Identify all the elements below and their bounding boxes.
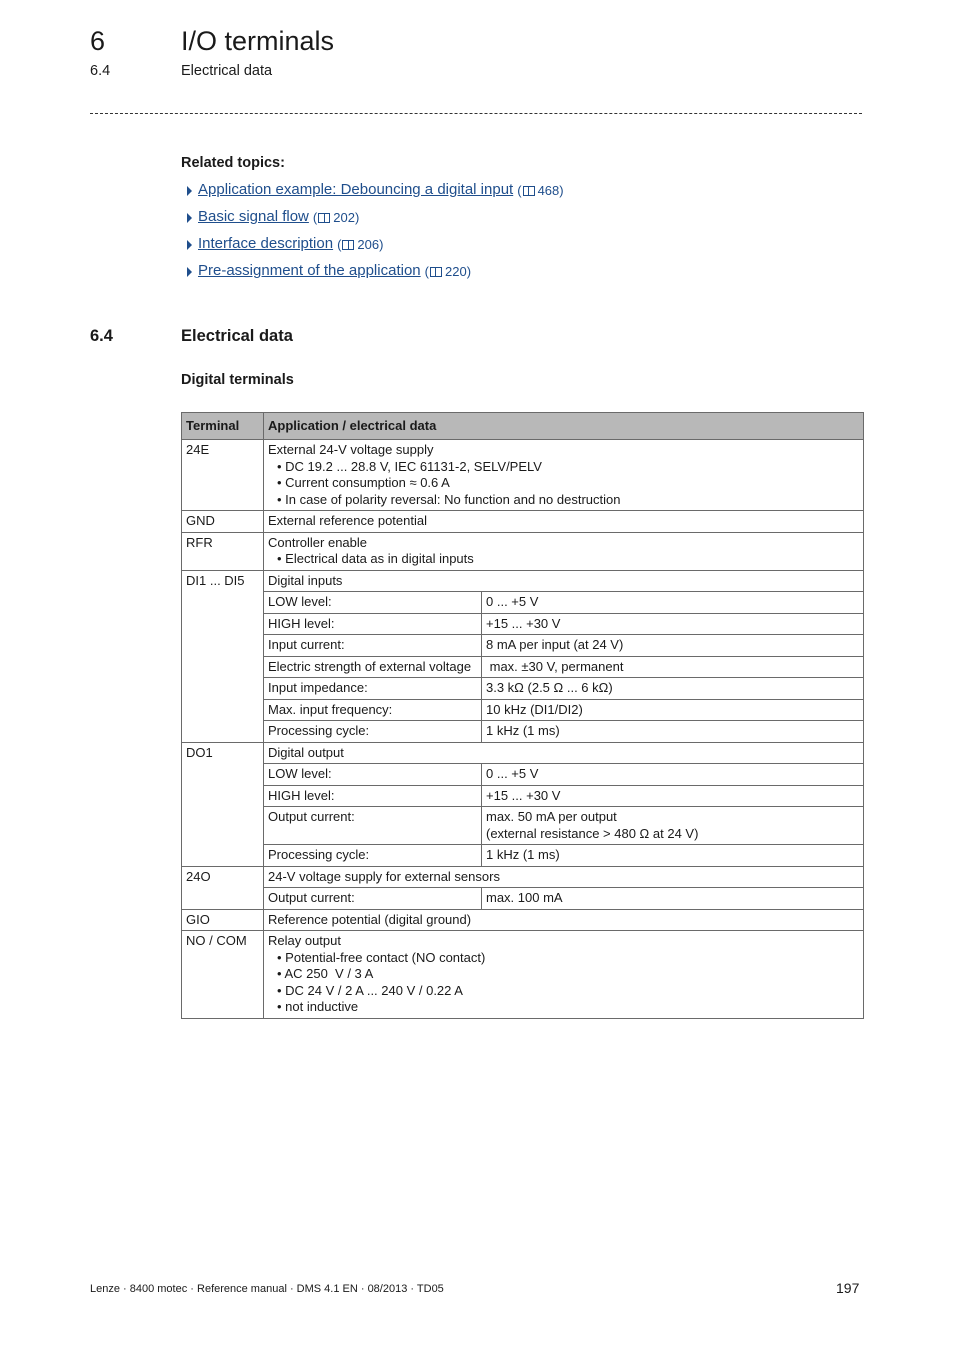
property-value: 8 mA per input (at 24 V) (482, 635, 864, 657)
property-label: Processing cycle: (264, 845, 482, 867)
table-row (182, 721, 864, 743)
property-value (482, 807, 864, 845)
table-row (182, 742, 864, 764)
description-text: Relay output (268, 933, 341, 948)
arrow-right-icon (187, 186, 192, 196)
table-row (182, 785, 864, 807)
terminal-cell: GND (182, 511, 264, 533)
bullet-item: • Potential-free contact (NO contact) (277, 950, 859, 967)
table-row (182, 532, 864, 570)
book-icon (342, 240, 354, 250)
property-label: LOW level: (264, 592, 482, 614)
bullet-item: • DC 24 V / 2 A ... 240 V / 0.22 A (277, 983, 859, 1000)
property-value: 10 kHz (DI1/DI2) (482, 699, 864, 721)
property-value: 0 ... +5 V (482, 764, 864, 786)
table-row (182, 570, 864, 592)
book-icon (430, 267, 442, 277)
property-value: max. ±30 V, permanent (482, 656, 864, 678)
table-header-row (182, 413, 864, 440)
page-reference[interactable]: ( 220) (424, 264, 472, 279)
description-cell: Reference potential (digital ground) (264, 909, 864, 931)
related-link-interface[interactable] (185, 235, 564, 262)
related-topics-list (185, 181, 564, 289)
section-number: 6.4 (90, 327, 113, 345)
related-topics-heading: Related topics: (181, 155, 285, 171)
description-cell (264, 931, 864, 1019)
table-row (182, 888, 864, 910)
terminal-cell: NO / COM (182, 931, 264, 1019)
table-row (182, 635, 864, 657)
property-label: HIGH level: (264, 613, 482, 635)
property-value: 1 kHz (1 ms) (482, 721, 864, 743)
bullet-list (268, 551, 859, 568)
table-row (182, 931, 864, 1019)
table-row (182, 678, 864, 700)
table-row (182, 592, 864, 614)
table-row (182, 511, 864, 533)
description-cell (264, 532, 864, 570)
description-text: Controller enable (268, 534, 368, 550)
arrow-right-icon (187, 213, 192, 223)
related-link-debouncing[interactable] (185, 181, 564, 208)
section-title: Electrical data (181, 327, 293, 345)
table-row (182, 807, 864, 845)
property-value: max. 100 mA (482, 888, 864, 910)
chapter-number: 6 (90, 26, 106, 56)
digital-terminals-table (181, 412, 864, 1019)
arrow-right-icon (187, 240, 192, 250)
table-row (182, 699, 864, 721)
property-value-line: max. 50 mA per output (486, 809, 617, 824)
table-row (182, 440, 864, 511)
chapter-title: I/O terminals (181, 26, 335, 56)
property-label: HIGH level: (264, 785, 482, 807)
property-value: 0 ... +5 V (482, 592, 864, 614)
property-label: Max. input frequency: (264, 699, 482, 721)
book-icon (523, 186, 535, 196)
column-header-terminal: Terminal (182, 413, 264, 440)
page-reference[interactable]: ( 206) (337, 237, 384, 252)
header-section-title: Electrical data (181, 63, 273, 79)
book-icon (318, 213, 330, 223)
table-row (182, 656, 864, 678)
bullet-item: • not inductive (277, 999, 859, 1016)
property-label: Output current: (264, 888, 482, 910)
table-row (182, 764, 864, 786)
description-cell: Digital output (264, 742, 864, 764)
property-label: Input impedance: (264, 678, 482, 700)
terminal-cell: 24O (182, 866, 264, 909)
bullet-item: • Current consumption ≈ 0.6 A (277, 475, 859, 492)
terminal-cell: 24E (182, 440, 264, 511)
description-cell: External reference potential (264, 511, 864, 533)
terminal-cell: GIO (182, 909, 264, 931)
property-value: 3.3 kΩ (2.5 Ω ... 6 kΩ) (482, 678, 864, 700)
terminal-cell: RFR (182, 532, 264, 570)
bullet-list (268, 950, 859, 1016)
description-cell: Digital inputs (264, 570, 864, 592)
description-cell (264, 440, 864, 511)
property-value: +15 ... +30 V (482, 785, 864, 807)
table-row (182, 845, 864, 867)
related-link-signal-flow[interactable] (185, 208, 564, 235)
bullet-item: • DC 19.2 ... 28.8 V, IEC 61131-2, SELV/PELV (277, 459, 859, 476)
property-label: Input current: (264, 635, 482, 657)
header-divider (90, 113, 862, 114)
header-section-number: 6.4 (90, 63, 111, 79)
property-label: Output current: (264, 807, 482, 845)
column-header-application: Application / electrical data (264, 413, 864, 440)
property-label: Processing cycle: (264, 721, 482, 743)
bullet-item: • Electrical data as in digital inputs (277, 551, 859, 568)
page-number: 197 (836, 1280, 860, 1296)
footer-document-info: Lenze · 8400 motec · Reference manual · DMS 4.1 EN · 08/2013 · TD05 (90, 1283, 444, 1295)
property-value: 1 kHz (1 ms) (482, 845, 864, 867)
related-link-pre-assignment[interactable] (185, 262, 564, 289)
property-value: +15 ... +30 V (482, 613, 864, 635)
bullet-item: • In case of polarity reversal: No function and no destruction (277, 492, 859, 509)
table-row (182, 866, 864, 888)
description-cell: 24-V voltage supply for external sensors (264, 866, 864, 888)
property-label: Electric strength of external voltage (264, 656, 482, 678)
related-link-label[interactable]: Basic signal flow (198, 208, 309, 225)
bullet-item: • AC 250 V / 3 A (277, 966, 859, 983)
arrow-right-icon (187, 267, 192, 277)
terminal-cell: DO1 (182, 742, 264, 866)
bullet-list (268, 459, 859, 509)
description-text: External 24-V voltage supply (268, 442, 434, 457)
table-row (182, 613, 864, 635)
sub-heading: Digital terminals (181, 372, 294, 388)
related-link-label[interactable]: Application example: Debouncing a digital input (198, 181, 514, 198)
terminal-cell: DI1 ... DI5 (182, 570, 264, 742)
related-link-label[interactable]: Pre-assignment of the application (198, 262, 421, 279)
table-row (182, 909, 864, 931)
related-link-label[interactable]: Interface description (198, 235, 334, 252)
page-reference[interactable]: ( 202) (312, 210, 360, 225)
page-reference[interactable]: ( 468) (517, 183, 564, 198)
property-value-line: (external resistance > 480 Ω at 24 V) (486, 825, 699, 841)
property-label: LOW level: (264, 764, 482, 786)
